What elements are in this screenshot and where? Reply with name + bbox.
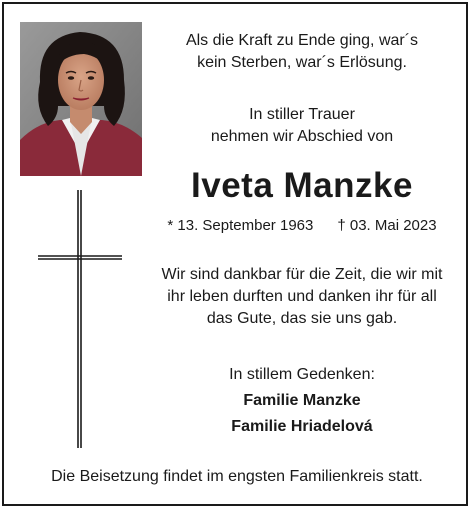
deceased-name: Iveta Manzke bbox=[191, 166, 413, 205]
cross-icon bbox=[36, 190, 124, 448]
portrait-photo bbox=[20, 22, 142, 176]
quote bbox=[150, 30, 454, 74]
burial-notice: Die Beisetzung findet im engsten Familienkreis statt. bbox=[51, 468, 423, 485]
quote-line-2: kein Sterben, war´s Erlösung. bbox=[197, 54, 407, 71]
mourning-line-2: nehmen wir Abschied von bbox=[210, 128, 394, 145]
death-date: † 03. Mai 2023 bbox=[337, 217, 437, 234]
thanks-line-2: ihr leben durften und danken ihr für all bbox=[167, 288, 437, 305]
quote-line-1: Als die Kraft zu Ende ging, war´s bbox=[185, 32, 419, 49]
mourning-intro bbox=[150, 104, 454, 148]
thanks-line-3: das Gute, das sie uns gab. bbox=[206, 310, 398, 327]
thanks-line-1: Wir sind dankbar für die Zeit, die wir mit bbox=[161, 266, 443, 283]
life-dates bbox=[150, 216, 454, 236]
mourning-line-1: In stiller Trauer bbox=[249, 106, 355, 123]
birth-date: * 13. September 1963 bbox=[167, 217, 314, 234]
remembrance-intro: In stillem Gedenken: bbox=[229, 366, 375, 383]
family-name-2: Familie Hriadelová bbox=[231, 418, 373, 435]
family-name-1: Familie Manzke bbox=[243, 392, 361, 409]
thanks-message bbox=[150, 264, 454, 330]
